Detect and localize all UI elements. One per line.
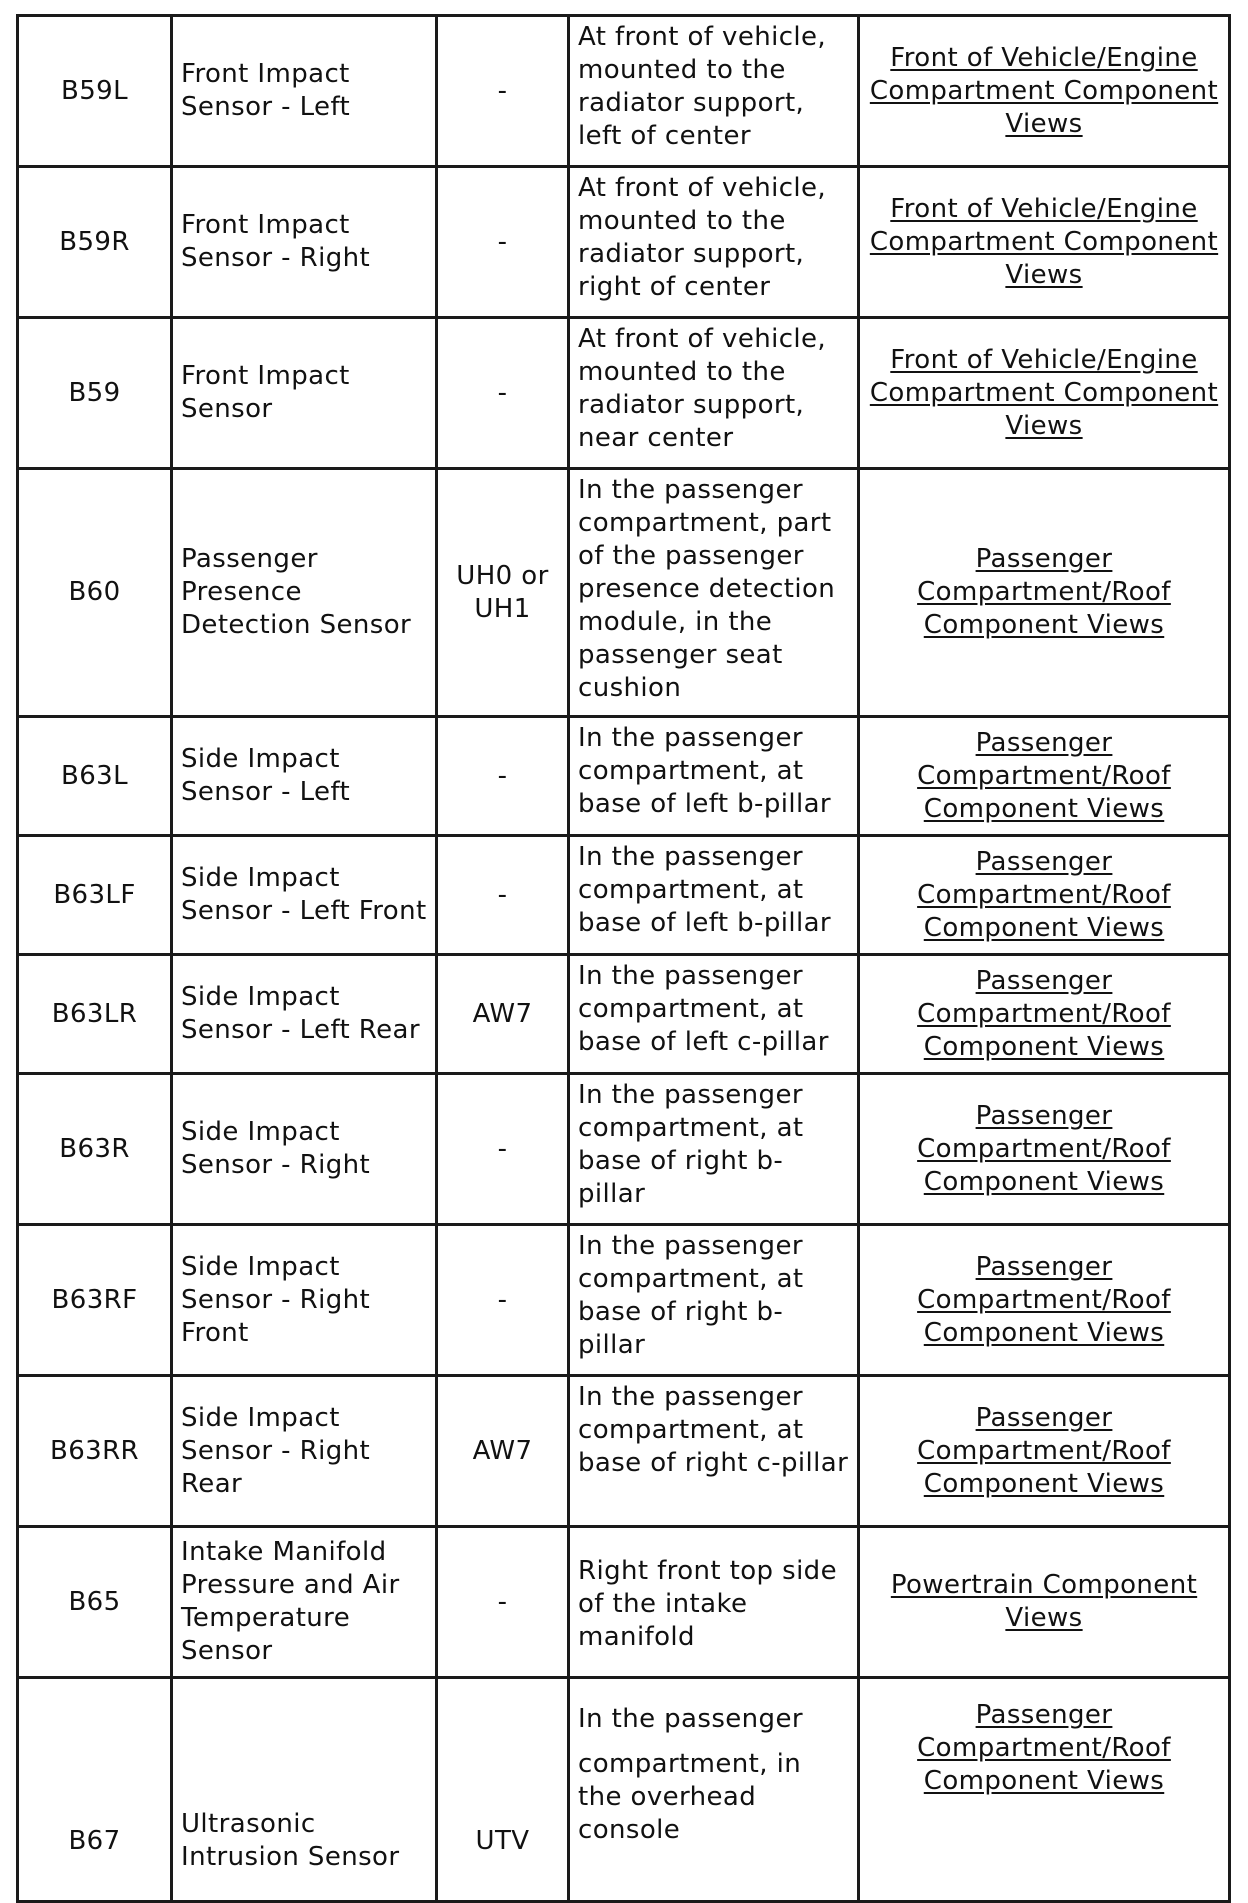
component-name: Side Impact Sensor - Left Rear <box>172 955 437 1074</box>
component-view-link[interactable]: Passenger Compartment/Roof Component Views <box>917 1700 1171 1796</box>
component-location <box>569 16 859 167</box>
component-name: Side Impact Sensor - Left <box>172 717 437 836</box>
location-text: In the passenger compartment, at base of left b-pillar <box>578 842 832 938</box>
location-text: In the passenger compartment, at base of left b-pillar <box>578 723 832 819</box>
component-options: UTV <box>437 1678 569 1902</box>
table-row <box>18 469 1230 717</box>
component-number: B63LF <box>18 836 172 955</box>
component-number: B65 <box>18 1527 172 1678</box>
component-location <box>569 1527 859 1678</box>
component-location <box>569 1225 859 1376</box>
component-view-link[interactable]: Front of Vehicle/Engine Compartment Component Views <box>869 193 1219 290</box>
component-name: Passenger Presence Detection Sensor <box>172 469 437 717</box>
component-number: B63L <box>18 717 172 836</box>
component-number: B59 <box>18 318 172 469</box>
location-text: At front of vehicle, mounted to the radiator support, right of center <box>578 173 827 302</box>
table-row <box>18 167 1230 318</box>
location-text: At front of vehicle, mounted to the radiator support, left of center <box>578 22 827 151</box>
component-number: B63RR <box>18 1376 172 1527</box>
component-name: Intake Manifold Pressure and Air Temperature Sensor <box>172 1527 437 1678</box>
location-text: In the passenger compartment, at base of right b-pillar <box>578 1231 804 1360</box>
component-name: Ultrasonic Intrusion Sensor <box>172 1678 437 1902</box>
location-text: In the passenger compartment, part of the passenger presence detection module, in the passenger seat cushion <box>578 475 836 703</box>
component-options: - <box>437 1527 569 1678</box>
location-text: In the passenger compartment, at base of right b-pillar <box>578 1080 804 1209</box>
component-view-link[interactable]: Passenger Compartment/Roof Component Views <box>917 1402 1171 1499</box>
component-name: Front Impact Sensor <box>172 318 437 469</box>
component-options: AW7 <box>437 1376 569 1527</box>
component-number: B59R <box>18 167 172 318</box>
location-text: At front of vehicle, mounted to the radiator support, near center <box>578 324 827 453</box>
component-view-cell <box>859 167 1230 318</box>
component-options: UH0 or UH1 <box>437 469 569 717</box>
component-view-link[interactable]: Passenger Compartment/Roof Component Views <box>917 1251 1171 1348</box>
component-options: AW7 <box>437 955 569 1074</box>
component-location <box>569 1678 859 1902</box>
component-view-link[interactable]: Passenger Compartment/Roof Component Views <box>917 727 1171 824</box>
component-options: - <box>437 167 569 318</box>
table-row <box>18 16 1230 167</box>
component-options: - <box>437 836 569 955</box>
component-view-cell <box>859 469 1230 717</box>
component-view-cell <box>859 318 1230 469</box>
location-text: Right front top side of the intake manifold <box>578 1555 837 1652</box>
table-row <box>18 1376 1230 1527</box>
component-view-link[interactable]: Front of Vehicle/Engine Compartment Component Views <box>869 344 1219 441</box>
component-view-cell <box>859 717 1230 836</box>
table-row <box>18 1678 1230 1902</box>
component-name: Side Impact Sensor - Right <box>172 1074 437 1225</box>
table-row <box>18 717 1230 836</box>
component-view-cell <box>859 1074 1230 1225</box>
component-view-cell <box>859 1678 1230 1902</box>
component-location <box>569 955 859 1074</box>
table-row <box>18 1225 1230 1376</box>
component-view-link[interactable]: Passenger Compartment/Roof Component Views <box>917 846 1171 943</box>
location-text: In the passenger compartment, at base of left c-pillar <box>578 961 829 1057</box>
component-view-link[interactable]: Passenger Compartment/Roof Component Views <box>917 965 1171 1062</box>
component-options: - <box>437 717 569 836</box>
component-options: - <box>437 1074 569 1225</box>
table-row <box>18 955 1230 1074</box>
table-row <box>18 1074 1230 1225</box>
component-location <box>569 469 859 717</box>
component-view-cell <box>859 836 1230 955</box>
component-number: B63R <box>18 1074 172 1225</box>
component-location <box>569 1074 859 1225</box>
component-options: - <box>437 1225 569 1376</box>
table-row <box>18 1527 1230 1678</box>
table-row <box>18 318 1230 469</box>
component-location <box>569 836 859 955</box>
component-location <box>569 1376 859 1527</box>
component-view-link[interactable]: Powertrain Component Views <box>890 1570 1198 1633</box>
component-locator-table <box>16 14 1231 1903</box>
location-text: In the passenger compartment, at base of right c-pillar <box>578 1382 849 1478</box>
component-name: Side Impact Sensor - Right Front <box>172 1225 437 1376</box>
component-number: B63RF <box>18 1225 172 1376</box>
component-options: - <box>437 318 569 469</box>
component-view-cell <box>859 16 1230 167</box>
table-row <box>18 836 1230 955</box>
component-options: - <box>437 16 569 167</box>
component-view-link[interactable]: Passenger Compartment/Roof Component Views <box>917 544 1171 640</box>
location-text-first-line: In the passenger <box>578 1704 803 1734</box>
location-line-gap <box>578 1736 849 1748</box>
component-view-link[interactable]: Front of Vehicle/Engine Compartment Component Views <box>869 42 1219 139</box>
component-locator-table-wrapper <box>16 14 1231 1903</box>
component-number: B59L <box>18 16 172 167</box>
component-number: B63LR <box>18 955 172 1074</box>
component-location <box>569 717 859 836</box>
component-view-link[interactable]: Passenger Compartment/Roof Component Views <box>917 1100 1171 1197</box>
component-number: B60 <box>18 469 172 717</box>
component-name: Front Impact Sensor - Left <box>172 16 437 167</box>
component-location <box>569 318 859 469</box>
component-number: B67 <box>18 1678 172 1902</box>
component-view-cell <box>859 1225 1230 1376</box>
component-name: Front Impact Sensor - Right <box>172 167 437 318</box>
component-name: Side Impact Sensor - Right Rear <box>172 1376 437 1527</box>
component-location <box>569 167 859 318</box>
component-view-cell <box>859 955 1230 1074</box>
component-name: Side Impact Sensor - Left Front <box>172 836 437 955</box>
component-view-cell <box>859 1527 1230 1678</box>
location-text: compartment, in the overhead console <box>578 1749 802 1845</box>
component-view-cell <box>859 1376 1230 1527</box>
